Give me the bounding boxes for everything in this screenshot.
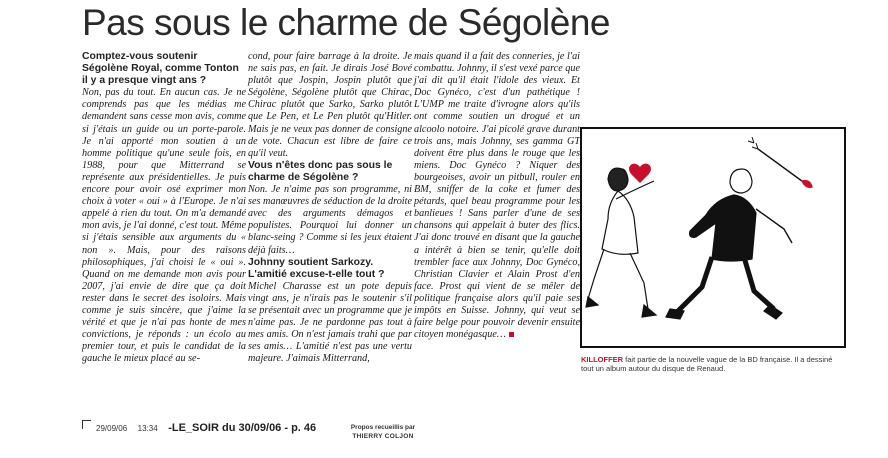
byline-label: Propos recueillis par bbox=[350, 424, 416, 431]
woman-figure bbox=[586, 168, 656, 317]
print-date: 29/09/06 bbox=[96, 424, 128, 433]
interview-answer: cond, pour faire barrage à la droite. Je ne sais pas, en fait. Je dirais José Bové plutôt que Jospin, Jospin plutôt que Ségolène, Ségolène plutôt que Chirac, Chirac plutôt que Sarko, Sarko plutôt que Le Pen, et Le Pen plutôt qu'Hitler. Mais je ne veux pas donner de consigne de vote. Chacun est libre de faire ce qu'il veut. bbox=[248, 51, 412, 159]
illustrator-credit: KILLOFFER bbox=[581, 355, 624, 364]
print-time: 13:34 bbox=[137, 424, 158, 433]
interview-answer bbox=[414, 51, 580, 341]
article-headline: Pas sous le charme de Ségolène bbox=[82, 2, 611, 43]
caption-text: fait partie de la nouvelle vague de la BD française. Il a dessiné tout un album autour du disque de Renaud. bbox=[581, 355, 833, 373]
heart-shape bbox=[629, 164, 651, 183]
interview-question: Comptez-vous soutenir Ségolène Royal, comme Tonton il y a presque vingt ans ? bbox=[82, 51, 239, 87]
answer-text: mais quand il a fait des conneries, je l'ai combattu. Johnny, il s'est vexé parce que j'ai dit qu'il était l'idole des vieux. Et Doc Gynéco, c'est d'un pathétique ! L'UMP me traite d'ivrogne alors qu'ils ont comme soutien un drogué et un alcoolo notoire. J'ai picolé grave durant trois ans, mais Johnny, ses gamma GT doivent être plus dans le rouge que les miens. Doc Gynéco ? Niquer des bourgeoises, avoir un pitbull, rouler en BM, sniffer de la coke et fumer des pétards, quel beau programme pour les banlieues ! Sans parler d'une de ses chansons qui appelait à buter des flics. J'ai donc trouvé en disant que la gauche a intérêt à bien se tenir, qu'elle doit trembler face aux Johnny, Doc Gynéco, Christian Clavier et Alain Prost d'en face. Prost qui vient de se mêler de politique française alors qu'il paie ses impôts en Suisse. Johnny, qui veut se faire belge pour pouvoir devenir ensuite citoyen monégasque… bbox=[414, 51, 580, 341]
interview-question: Vous n'êtes donc pas sous le charme de Ségolène ? bbox=[248, 159, 393, 183]
page-footer bbox=[96, 422, 316, 434]
crop-mark bbox=[82, 420, 91, 429]
man-figure bbox=[666, 169, 792, 319]
publication-info: -LE_SOIR du 30/09/06 - p. 46 bbox=[168, 422, 317, 434]
article-byline bbox=[338, 423, 428, 441]
interview-answer: Non, pas du tout. En aucun cas. Je ne comprends pas que les médias me demandent sans cesse mon avis, comme si j'étais un guide ou un porte-parole. Je n'ai apporté mon soutien à un homme politique qu'une seule fois, en 1988, pour que Mitterrand se représente aux présidentielles. Je puis encore pour avoir osé exprimer mon choix à voter « oui » à l'Europe. Je n'ai appelé à rien du tout. On m'a demandé mon avis, je l'ai donné, c'est tout. Même si j'étais sensible aux arguments du « non ». Mais, pour des raisons philosophiques, j'ai choisi le « oui ». Quand on me demande mon avis pour 2007, j'ai envie de dire que ça doit rester dans le secret des isoloirs. Mais comme je suis sincère, que j'aime la vérité et que je n'ai pas honte de mes convictions, je réponds : un écolo au premier tour, et puis le candidat de la gauche le mieux placé au se- bbox=[82, 87, 246, 365]
interview-answer: Non. Je n'aime pas son programme, ni ses manœuvres de séduction de la droite avec des arguments démagos et populistes. Pourquoi lui donner un blanc-seing ? Comme si les jeux étaient déjà faits… bbox=[248, 184, 412, 256]
illustration-caption bbox=[581, 355, 843, 373]
interview-answer: Michel Charasse est un pote depuis vingt ans, je n'irais pas le soutenir s'il se présentait avec un programme que je n'aime pas. Je ne pardonne pas tout à mes amis. On n'est jamais trahi que par ses amis… L'amitié n'est pas une vertu majeure. J'aimais Mitterrand, bbox=[248, 280, 412, 365]
cartoon-drawing bbox=[582, 129, 844, 346]
byline-author: THIERRY COLJON bbox=[352, 433, 414, 440]
article-end-mark bbox=[509, 332, 514, 337]
cupid-arrow bbox=[748, 137, 812, 187]
article-column-2 bbox=[248, 51, 412, 365]
interview-question: Johnny soutient Sarkozy. L'amitié excuse-t-elle tout ? bbox=[248, 256, 385, 280]
cartoon-illustration bbox=[580, 127, 846, 348]
article-column-3 bbox=[414, 51, 580, 341]
article-column-1 bbox=[82, 51, 246, 365]
